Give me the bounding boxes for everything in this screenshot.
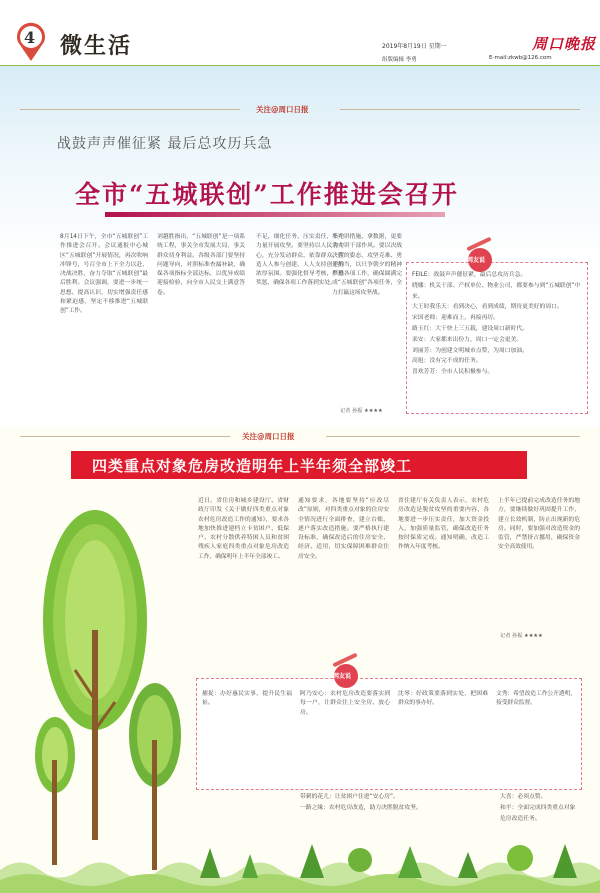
comment-item: 一路之缘：农村危房改造，助力决胜脱贫攻坚。 [300,804,422,811]
section1-headline-underline [105,212,445,217]
comment-item: 晓娜：机关干部、产权单位、物业公司，都要参与到“五城联创”中来。 [412,282,581,300]
editor-credit: 组版编辑 李勇 [382,57,417,63]
section1-column-3: 不足，细化任务、压实责任，集中力量开展攻坚。要坚持以人民为中心，充分发动群众、依靠群众，营造人人参与创建、人人支持创建的浓厚氛围。要强化督导考核，严格奖惩，确保各项工作落到实处。 [256,234,344,287]
section2-label: 关注@周口日报 [242,432,295,441]
section2-column-4: 上半年已提前完成改造任务的地方，要继续做好巩固提升工作，建立长效机制，防止出现新的危房。同时，要加强对改造资金的监管，严禁挤占挪用，确保资金安全高效使用。 [498,498,580,551]
comment-item: 大王时我乐天：看到决心，看到成绩，期待更美好的周口。 [412,304,563,311]
comment-item: 和平：全面完成四类重点对象危房改造任务。 [500,804,576,822]
section1-comment-list [412,270,582,378]
section1-column-1: 8月14日下午，全市“五城联创”工作推进会召开。会议通报中心城区“五城联创”开展情况，再次吹响冲锋号，号召全市上下全力以赴、决战决胜，奋力夺取“五城联创”最后胜利。会议强调，要进一步统一思想、提高认识，切实增强责任感和紧迫感，坚定不移推进“五城联创”工作。 [60,234,148,315]
section2-comment-4: 文秀：希望改造工作公开透明，接受群众监督。 [496,691,576,707]
section2-column-1: 近日，省住房和城乡建设厅、省财政厅印发《关于做好四类重点对象农村危房改造工作的通知》，要求各地加快推进建档立卡贫困户、低保户、农村分散供养特困人员和贫困残疾人家庭四类重点对象危房改造工作，确保明年上半年全部竣工。 [198,498,289,560]
comment-item: 大喜：必须点赞。 [500,794,547,800]
section2-comment-3: 沈琴：好政策要落到实处，把困难群众的事办好。 [398,691,488,707]
section2-comment-1: 捕捉：办好惠民实事，提升民生福祉。 [202,691,292,707]
section1-label-line-right [340,109,580,110]
section2-more-comments [300,792,480,814]
pencil-icon [460,234,500,274]
section1-headline: 全市“五城联创”工作推进会召开 [75,180,459,209]
pencil-icon [326,650,366,690]
comment-item: 刘丽芳：为创建文明城市点赞，为周口加油。 [412,347,528,354]
section1-credit: 记者 孙振 ★★★★ [340,408,383,414]
grass-border [0,830,600,893]
section1-column-2: 刘越胜指出，“五城联创”是一项系统工程，事关全市发展大局，事关群众切身利益。各级各部门要坚持问题导向，对照标准查漏补缺，确保各项指标全部达标，以优异成绩迎接检验，向全市人民交上满意答卷。 [157,234,245,296]
page-number: 4 [24,28,36,47]
comment-item: FEILE：战鼓声声催征紧，最后总攻历兵急。 [412,272,527,278]
newspaper-logo: 周口晚报 [532,35,597,53]
column-name: 微生活 [60,33,133,59]
section2-headline: 四类重点对象危房改造明年上半年须全部竣工 [92,457,413,475]
page-number-badge [14,22,48,62]
section2-column-2: 通知要求，各地要坚持“应改尽改”原则，对四类重点对象的住房安全情况进行全面排查，建立台账，逐户落实改造措施。要严格执行建设标准，确保改造后的住房安全、经济、适用，切实保障困难群众住房安全。 [298,498,389,560]
comment-item: 喜欢芳芳：全市人民积极参与。 [412,369,494,376]
section2-label-line-right [326,436,580,437]
comment-item: 带刺的花儿：让贫困户住进“安心房”。 [300,794,399,800]
section2-credit: 记者 孙振 ★★★★ [500,633,543,639]
section2-extra-comments [500,792,580,824]
editor-email: E-mail:zkwb@126.com [489,55,552,61]
section2-comment-2: 阿乃安心：农村危房改造要落实到每一户，让群众住上安全房、放心房。 [300,691,390,716]
section2-column-3: 省住建厅有关负责人表示，农村危房改造是脱贫攻坚的重要内容，各地要进一步压实责任，加大资金投入，加强质量监管，确保改造任务按时保质完成。通知明确，改造工作纳入年度考核。 [398,498,489,551]
section2-label-line-left [20,436,230,437]
comment-item: 宋国老师：迎难而上，再接再厉。 [412,315,499,322]
comment-badge [460,234,494,268]
comment-badge [326,650,360,684]
comment-badge-label: 网友说 [467,257,486,264]
section1-label: 关注@周口日报 [256,105,309,114]
section1-column-4: 不光讲措施、拿数据，更要求大讲干部作风。要以决战决胜的姿态，攻坚克难、勇于担当，以只争朝夕的精神推进各项工作，确保圆满完成“五城联创”各项任务，全力打赢这场攻坚战。 [332,234,402,296]
section1-subtitle: 战鼓声声催征紧 最后总攻历兵急 [57,136,273,152]
comment-badge-label: 网友说 [333,673,352,680]
section1-label-line-left [20,109,240,110]
comment-item: 高旭：没有完不成的任务。 [412,358,482,365]
comment-item: 栾安：大家都来出份力，周口一定会更美。 [412,336,523,343]
issue-date: 2019年8月19日 星期一 [382,43,447,50]
comment-item: 路玉红：大干快上三五载，建设周口新时代。 [412,325,528,332]
